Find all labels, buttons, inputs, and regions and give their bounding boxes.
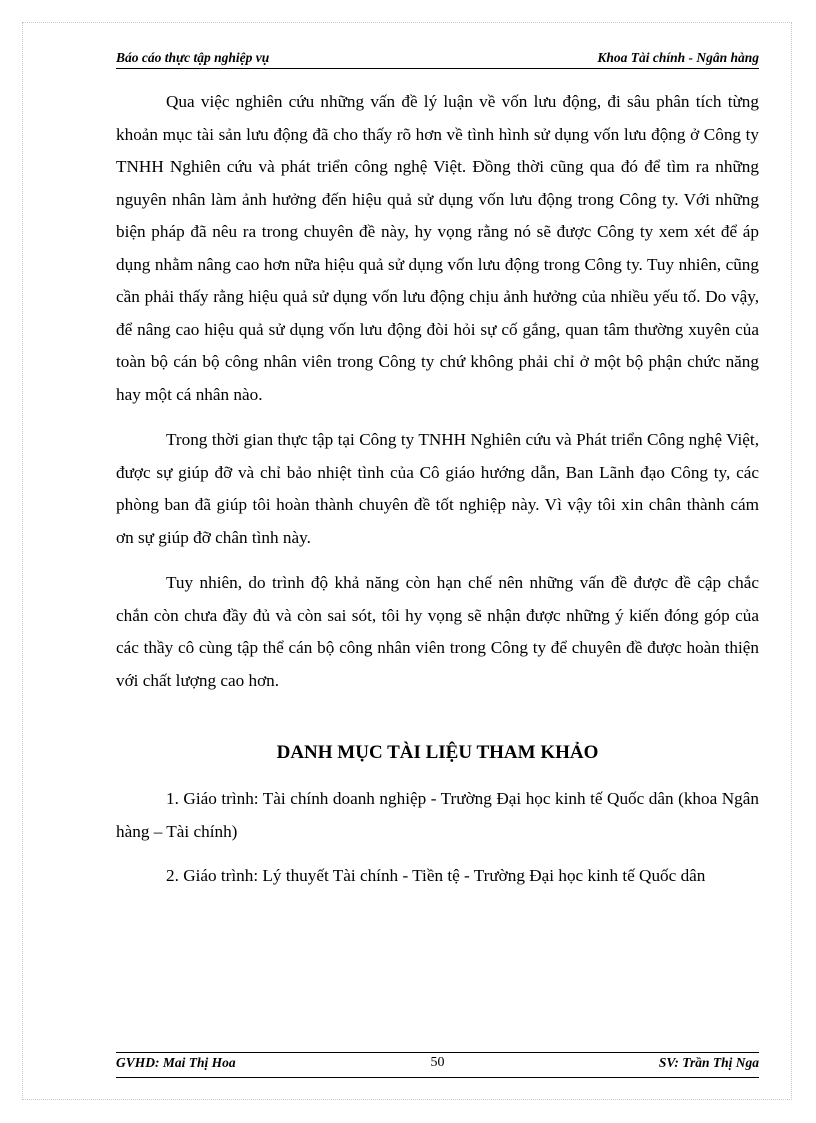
- footer-supervisor: GVHD: Mai Thị Hoa: [116, 1055, 236, 1070]
- paragraph-closing: Tuy nhiên, do trình độ khả năng còn hạn chế nên những vấn đề được đề cập chắc chắn còn chưa đầy đủ và còn sai sót, tôi hy vọng sẽ nhận được những ý kiến đóng góp của các thầy cô cùng tập thể cán bộ công nhân viên trong Công ty để chuyên đề được hoàn thiện với chất lượng cao hơn.: [116, 573, 759, 690]
- footer-divider: [116, 1077, 759, 1078]
- footer-student: SV: Trần Thị Nga: [658, 1055, 759, 1070]
- reference-item-1: 1. Giáo trình: Tài chính doanh nghiệp - Trường Đại học kinh tế Quốc dân (khoa Ngân hàng – Tài chính): [116, 789, 759, 841]
- paragraph-conclusion: Qua việc nghiên cứu những vấn đề lý luận về vốn lưu động, đi sâu phân tích từng khoản mục tài sản lưu động đã cho thấy rõ hơn về tình hình sử dụng vốn lưu động ở Công ty TNHH Nghiên cứu và phát triển công nghệ Việt. Đồng thời cũng qua đó để tìm ra những nguyên nhân làm ảnh hưởng đến hiệu quả sử dụng vốn lưu động trong Công ty. Với những biện pháp đã nêu ra trong chuyên đề này, hy vọng rằng nó sẽ được Công ty xem xét để áp dụng nhằm nâng cao hơn nữa hiệu quả sử dụng vốn lưu động trong Công ty. Tuy nhiên, cũng cần phải thấy rằng hiệu quả sử dụng vốn lưu động chịu ảnh hưởng của nhiều yếu tố. Do vậy, để nâng cao hiệu quả sử dụng vốn lưu động đòi hỏi sự cố gắng, quan tâm thường xuyên của toàn bộ cán bộ công nhân viên trong Công ty chứ không phải chỉ ở một bộ phận chức năng hay một cá nhân nào.: [116, 92, 759, 404]
- header-department: Khoa Tài chính - Ngân hàng: [597, 50, 759, 65]
- header-report-title: Báo cáo thực tập nghiệp vụ: [116, 50, 270, 65]
- page-number: 50: [430, 1055, 445, 1070]
- references-title: DANH MỤC TÀI LIỆU THAM KHẢO: [276, 742, 599, 763]
- document-body: [116, 86, 759, 905]
- paragraph-acknowledgement: Trong thời gian thực tập tại Công ty TNHH Nghiên cứu và Phát triển Công nghệ Việt, được sự giúp đỡ và chỉ bảo nhiệt tình của Cô giáo hướng dẫn, Ban Lãnh đạo Công ty, các phòng ban đã giúp tôi hoàn thành chuyên đề tốt nghiệp này. Vì vậy tôi xin chân thành cám ơn sự giúp đỡ chân tình này.: [116, 430, 759, 547]
- page-footer: [116, 1052, 759, 1077]
- page-header: [116, 48, 759, 69]
- reference-item-2: 2. Giáo trình: Lý thuyết Tài chính - Tiền tệ - Trường Đại học kinh tế Quốc dân: [166, 866, 706, 885]
